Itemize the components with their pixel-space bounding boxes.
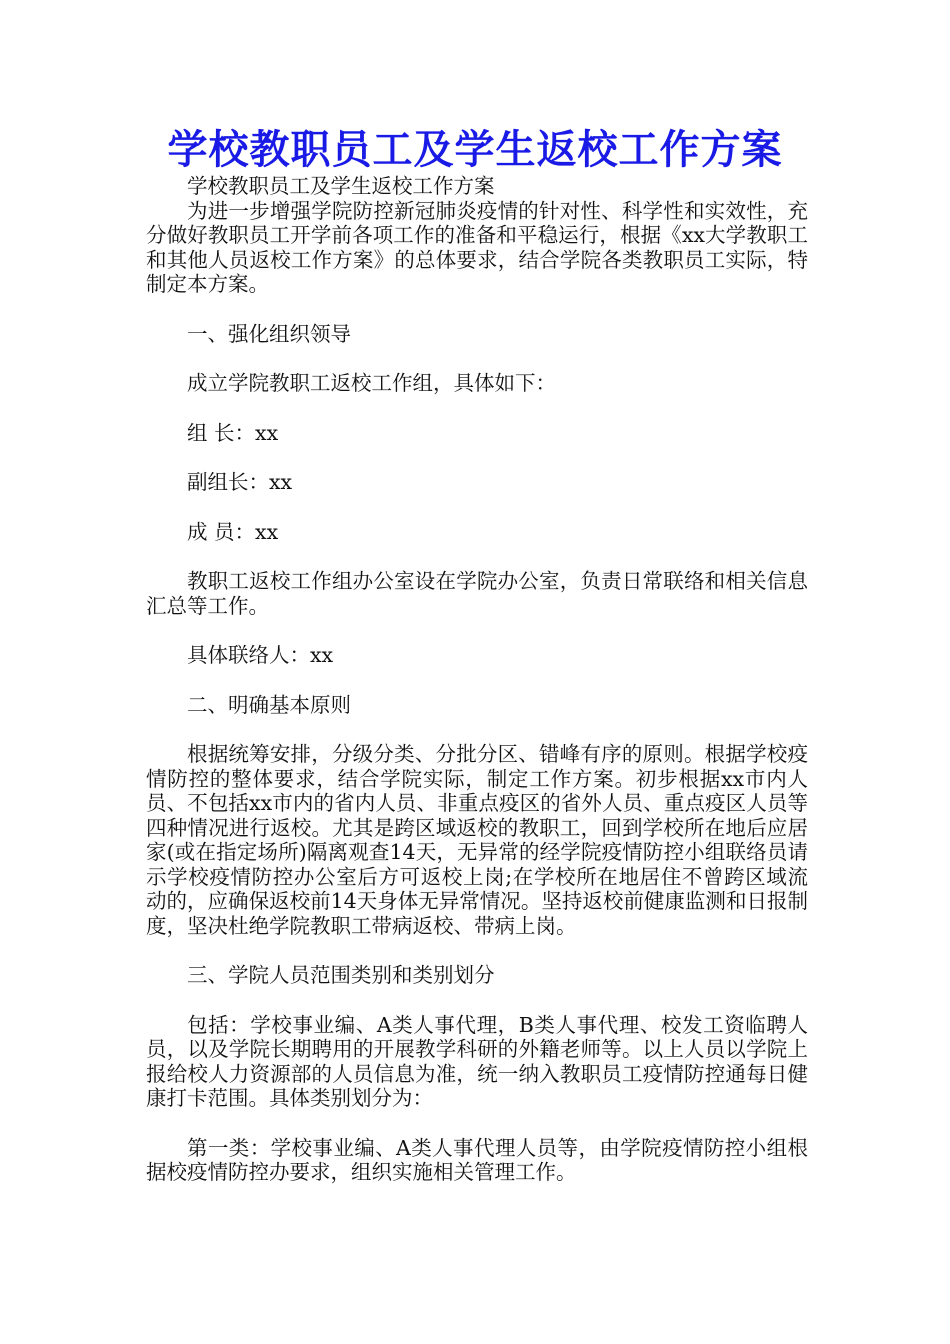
paragraph-deputy-leader: 副组长：xx	[187, 470, 293, 494]
paragraph-group-leader: 组 长：xx	[187, 420, 279, 445]
paragraph-intro: 为进一步增强学院防控新冠肺炎疫情的针对性、科学性和实效性，充分做好教职员工开学前各项工作的准备和平稳运行，根据《xx大学教职工和其他人员返校工作方案》的总体要求，结合学院各类教职员工实际，特制定本方案。	[146, 198, 808, 296]
section-heading-1: 一、强化组织领导	[187, 321, 351, 346]
section-heading-3: 三、学院人员范围类别和类别划分	[187, 963, 495, 987]
document-title: 学校教职员工及学生返校工作方案	[167, 127, 783, 173]
paragraph-contact: 具体联络人：xx	[187, 643, 334, 667]
paragraph-group-setup: 成立学院教职工返校工作组，具体如下：	[187, 371, 556, 395]
paragraph-category-1: 第一类：学校事业编、A类人事代理人员等，由学院疫情防控小组根据校疫情防控办要求，组织实施相关管理工作。	[146, 1135, 808, 1184]
paragraph-members: 成 员：xx	[187, 519, 279, 544]
document-subtitle: 学校教职员工及学生返校工作方案	[187, 174, 495, 198]
section-heading-2: 二、明确基本原则	[187, 692, 351, 717]
paragraph-office: 教职工返校工作组办公室设在学院办公室，负责日常联络和相关信息汇总等工作。	[146, 569, 808, 618]
paragraph-scope: 包括：学校事业编、A类人事代理，B类人事代理、校发工资临聘人员，以及学院长期聘用的开展教学科研的外籍老师等。以上人员以学院上报给校人力资源部的人员信息为准，统一纳入教职员工疫情防控通每日健康打卡范围。具体类别划分为：	[146, 1012, 808, 1110]
paragraph-principles: 根据统筹安排，分级分类、分批分区、错峰有序的原则。根据学校疫情防控的整体要求，结合学院实际，制定工作方案。初步根据xx市内人员、不包括xx市内的省内人员、非重点疫区的省外人员、重点疫区人员等四种情况进行返校。尤其是跨区域返校的教职工，回到学校所在地后应居家(或在指定场所)隔离观查14天，无异常的经学院疫情防控小组联络员请示学校疫情防控办公室后方可返校上岗;在学校所在地居住不曾跨区域流动的，应确保返校前14天身体无异常情况。坚持返校前健康监测和日报制度，坚决杜绝学院教职工带病返校、带病上岗。	[146, 742, 808, 938]
document-body	[146, 174, 808, 1185]
